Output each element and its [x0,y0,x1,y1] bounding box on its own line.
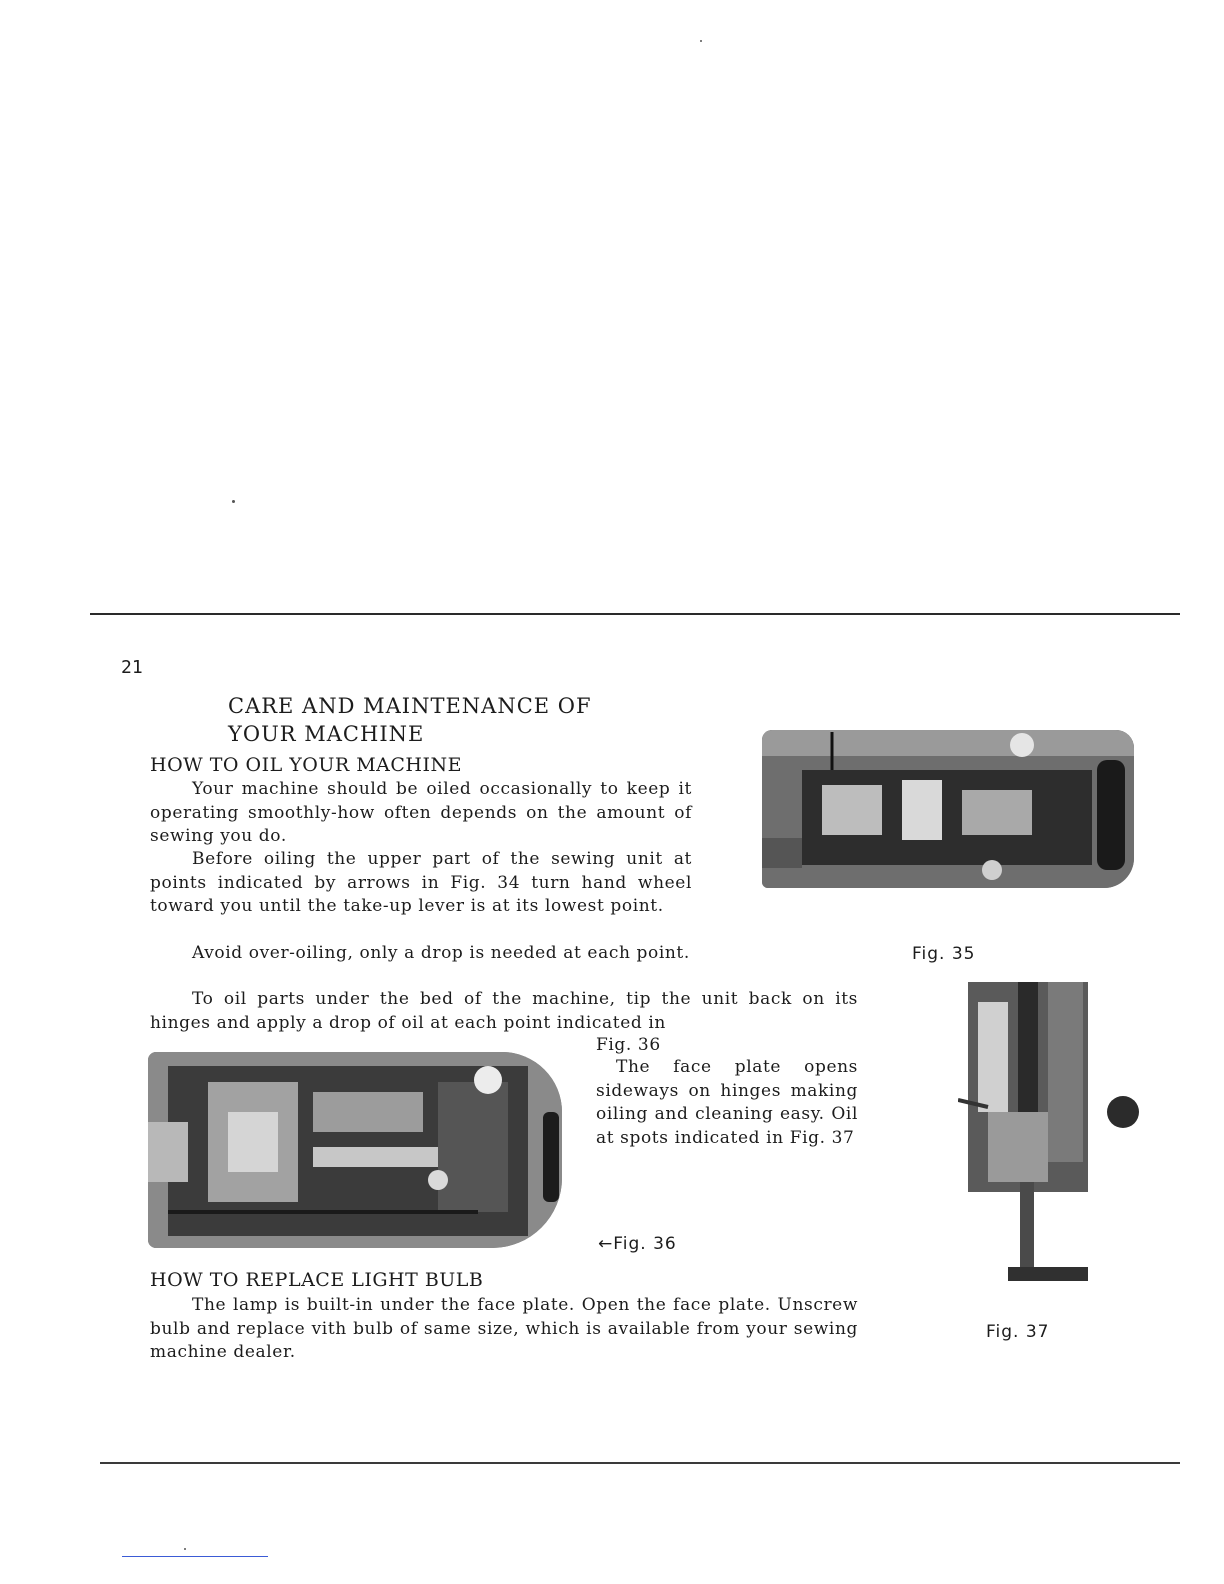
fig36-reference: Fig. 36 [596,1035,661,1055]
oil-paragraph-3: Avoid over-oiling, only a drop is needed at each point. [192,943,690,963]
page-title [228,692,592,748]
bottom-divider [100,1462,1180,1464]
figure-35-caption: Fig. 35 [912,944,976,964]
scan-speck [184,1548,186,1550]
figure-35-illustration [762,730,1134,888]
title-line-1: CARE AND MAINTENANCE OF [228,694,592,718]
oil-paragraph-4: To oil parts under the bed of the machine, tip the unit back on its hinges and apply a drop of oil at each point indicated in [150,989,858,1033]
figure-36-caption: ←Fig. 36 [598,1234,677,1254]
figure-35-photo [762,730,1134,888]
figure-37-caption: Fig. 37 [986,1322,1050,1342]
oil-paragraph-1: Your machine should be oiled occasionally to keep it operating smoothly-how often depends on the amount of sewing you do. [150,779,692,846]
figure-36-illustration [148,1052,562,1248]
oil-paragraph-2: Before oiling the upper part of the sewing unit at points indicated by arrows in Fig. 34 turn hand wheel toward you until the take-up lever is at its lowest point. [150,849,692,916]
bulb-paragraph: The lamp is built-in under the face plate. Open the face plate. Unscrew bulb and replace vith bulb of same size, which is available from your sewing machine dealer. [150,1295,858,1362]
figure-37-illustration [958,982,1144,1312]
scan-speck [700,40,702,42]
underline-mark [122,1556,268,1557]
figure-36-photo [148,1052,562,1248]
page-number: 21 [121,657,143,678]
title-line-2: YOUR MACHINE [228,722,425,746]
bulb-section-heading: HOW TO REPLACE LIGHT BULB [150,1269,484,1291]
top-divider [90,613,1180,615]
scan-speck [232,500,235,503]
oil-section-heading: HOW TO OIL YOUR MACHINE [150,754,463,776]
figure-37-photo [958,982,1144,1312]
oil-paragraph-5: The face plate opens sideways on hinges making oiling and cleaning easy. Oil at spots indicated in Fig. 37 [596,1057,858,1148]
